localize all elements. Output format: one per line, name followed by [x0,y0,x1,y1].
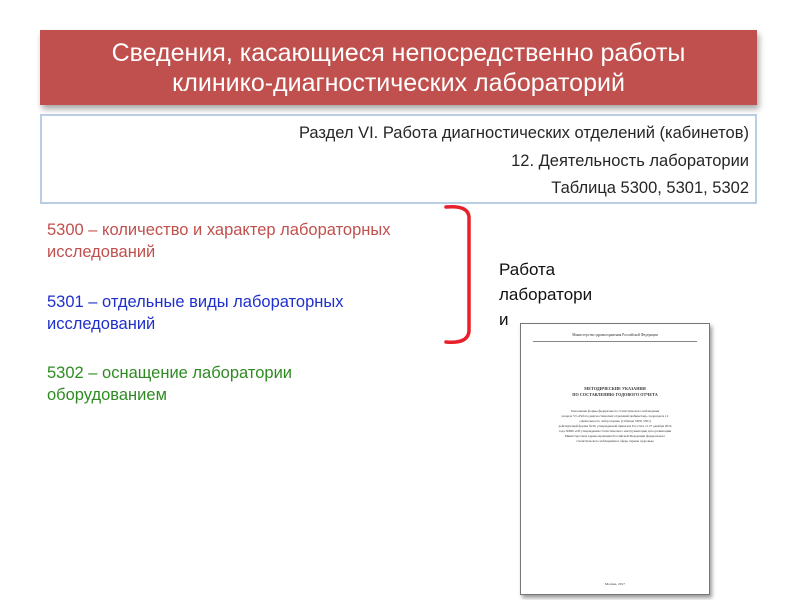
section-info-box [40,114,757,204]
document-body-line: «Деятельность лаборатории» (таблицы 5300, 5301) [579,419,651,423]
table-5300-line-1: 5300 – количество и характер лабораторных [47,221,391,239]
lab-work-label [499,257,592,332]
lab-work-label-line-1: Работа [499,260,556,279]
lab-work-label-line-3: и [499,310,509,329]
section-title: Раздел VI. Работа диагностических отделений (кабинетов) [298,124,749,142]
document-heading-line-1: МЕТОДИЧЕСКИЕ УКАЗАНИЯ [584,386,646,391]
document-body-line: Заполнение формы федерального статистического наблюдения [570,409,660,413]
document-body-line: года №866 «Об утверждении статистического инструментария для организации [558,429,672,433]
page-title-line-2: клинико-диагностических лабораторий [172,68,625,97]
page-title-line-1: Сведения, касающиеся непосредственно работы [111,38,686,67]
bracket-icon [440,203,480,348]
document-ministry-header: Министерство здравоохранения Российской Федерации [572,333,658,337]
table-5301-description [47,291,344,335]
table-5300-line-2: исследований [47,243,156,261]
document-footer: Москва, 2017 [604,582,626,586]
table-5302-line-2: оборудованием [47,386,167,404]
tables-reference: Таблица 5300, 5301, 5302 [551,179,749,197]
table-5300-description [47,219,391,263]
lab-work-label-line-2: лаборатори [499,285,593,304]
document-thumbnail [520,323,710,595]
document-heading-line-2: ПО СОСТАВЛЕНИЮ ГОДОВОГО ОТЧЕТА [572,392,658,397]
table-5301-line-1: 5301 – отдельные виды лабораторных [47,293,344,311]
document-body-line: раздела VI «Работа диагностических отделений (кабинетов)» подраздела 12 [561,414,669,418]
table-5302-description [47,362,292,406]
document-header-rule [533,341,697,342]
subsection-title: 12. Деятельность лаборатории [511,152,749,170]
document-body-line: Министерством здравоохранения Российской Федерации федерального [564,434,666,438]
document-body-line: действующей формы №30, утвержденной приказом Росстата от 27 декабря 2016 [558,424,672,428]
title-banner [40,30,757,105]
document-heading [521,386,709,398]
document-body [533,409,697,444]
table-5301-line-2: исследований [47,315,156,333]
table-5302-line-1: 5302 – оснащение лаборатории [47,364,293,382]
document-body-line: статистического наблюдения в сфере охраны здоровья» [575,439,655,443]
